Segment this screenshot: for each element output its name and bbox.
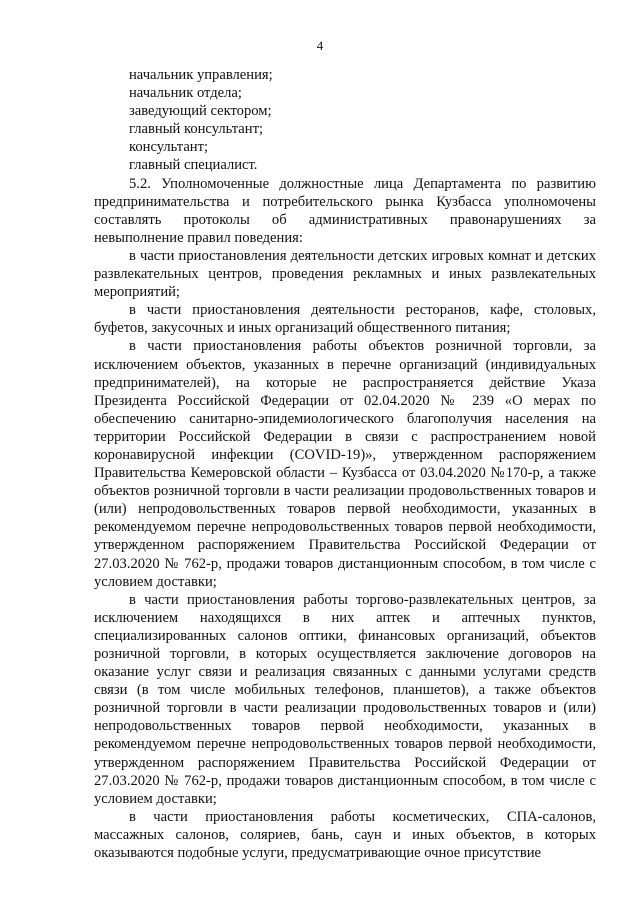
paragraph-shopping-centers: в части приостановления работы торгово-развлекательных центров, за исключением находящихся в них аптек и аптечных пунктов, специализированных салонов оптики, финансовых организаций, объектов розничной торговли, в которых осуществляется заключение договоров на оказание услуг связи и реализация связанных с данными услугами средств связи (в том числе мобильных телефонов, планшетов), а также объектов розничной торговли в части реализации продовольственных товаров и (или) непродовольственных товаров первой необходимости, указанных в рекомендуемом перечне непродовольственных товаров первой необходимости, утвержденном распоряжением Правительства Российской Федерации от 27.03.2020 № 762-р, продажи товаров дистанционным способом, в том числе с условием доставки; bbox=[94, 591, 596, 807]
position-item: главный специалист. bbox=[129, 157, 258, 174]
paragraph-5-2: 5.2. Уполномоченные должностные лица Департамента по развитию предпринимательства и потребительского рынка Кузбасса уполномочены составлять протоколы об административных правонарушениях за невыполнение правил поведения: bbox=[94, 175, 596, 246]
paragraph-children-venues: в части приостановления деятельности детских игровых комнат и детских развлекательных центров, проведения рекламных и иных развлекательных мероприятий; bbox=[94, 247, 596, 301]
position-item: заведующий сектором; bbox=[129, 103, 272, 120]
paragraph-catering: в части приостановления деятельности ресторанов, кафе, столовых, буфетов, закусочных и иных организаций общественного питания; bbox=[94, 302, 596, 337]
page-number: 4 bbox=[316, 38, 324, 53]
position-item: консультант; bbox=[129, 139, 209, 156]
document-body bbox=[94, 66, 596, 862]
paragraph-retail: в части приостановления работы объектов розничной торговли, за исключением объектов, указанных в перечне организаций (индивидуальных предпринимателей), на которые не распространяется действие Указа Президента Российской Федерации от 02.04.2020 № 239 «О мерах по обеспечению санитарно-эпидемиологического благополучия населения на территории Российской Федерации в связи с распространением новой коронавирусной инфекции (COVID-19)», утвержденном распоряжением Правительства Кемеровской области – Кузбасса от 03.04.2020 №170-р, а также объектов розничной торговли в части реализации продовольственных товаров и (или) непродовольственных товаров первой необходимости, указанных в рекомендуемом перечне непродовольственных товаров первой необходимости, утвержденном распоряжением Правительства Российской Федерации от 27.03.2020 № 762-р, продажи товаров дистанционным способом, в том числе с условием доставки; bbox=[94, 338, 596, 590]
position-item: главный консультант; bbox=[129, 121, 264, 138]
position-item: начальник управления; bbox=[129, 67, 273, 83]
paragraph-beauty-salons: в части приостановления работы косметических, СПА-салонов, массажных салонов, соляриев, бань, саун и иных объектов, в которых оказываются подобные услуги, предусматривающие очное присутствие bbox=[94, 808, 596, 862]
position-item: начальник отдела; bbox=[129, 85, 242, 102]
